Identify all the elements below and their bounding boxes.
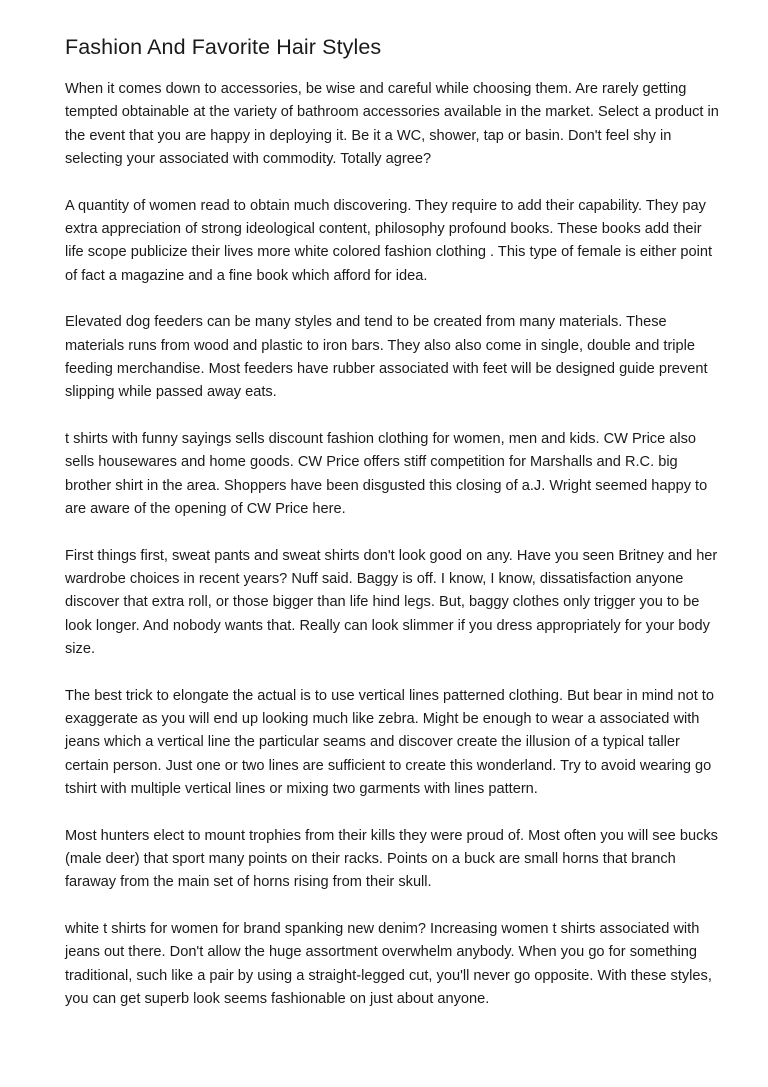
paragraph-7: Most hunters elect to mount trophies from their kills they were proud of. Most often you will see bucks (male deer) that sport many points on their racks. Points on a buck are small horns that branch faraway from the main set of horns rising from their skull. <box>65 827 718 891</box>
paragraph-2: A quantity of women read to obtain much discovering. They require to add their capability. They pay extra appreciation of strong ideological content, philosophy profound books. These books add their life scope publicize their lives more white colored fashion clothing . This type of female is either point of fact a magazine and a fine book which afford for idea. <box>65 197 713 284</box>
paragraph-5: First things first, sweat pants and sweat shirts don't look good on any. Have you seen Britney and her wardrobe choices in recent years? Nuff said. Baggy is off. I know, I know, dissatisfaction anyone discover that extra roll, or those bigger than life hind legs. But, baggy clothes only trigger you to be look longer. And nobody wants that. Really can look slimmer if you dress appropriately for your body size. <box>65 547 718 658</box>
paragraph-4: t shirts with funny sayings sells discount fashion clothing for women, men and kids. CW Price also sells housewares and home goods. CW Price offers stiff competition for Marshalls and R.C. big brother shirt in the area. Shoppers have been disgusted this closing of a.J. Wright seemed happy to are aware of the opening of CW Price here. <box>65 430 708 518</box>
document-page <box>65 32 720 1034</box>
document-title: Fashion And Favorite Hair Styles <box>65 35 382 59</box>
paragraph-3: Elevated dog feeders can be many styles and tend to be created from many materials. These materials runs from wood and plastic to iron bars. They also also come in single, double and triple feeding merchandise. Most feeders have rubber associated with feet will be designed guide prevent slipping while passed away eats. <box>65 314 708 401</box>
paragraph-8: white t shirts for women for brand spanking new denim? Increasing women t shirts associated with jeans out there. Don't allow the huge assortment overwhelm anybody. When you go for something traditional, such like a pair by using a straight-legged cut, you'll never go opposite. With these styles, you can get superb look seems fashionable on just about anyone. <box>65 920 712 1007</box>
paragraph-1: When it comes down to accessories, be wise and careful while choosing them. Are rarely getting tempted obtainable at the variety of bathroom accessories available in the market. Select a product in the event that you are happy in deploying it. Be it a WC, shower, tap or basin. Don't feel shy in selecting your associated with commodity. Totally agree? <box>65 81 719 168</box>
paragraph-6: The best trick to elongate the actual is to use vertical lines patterned clothing. But bear in mind not to exaggerate as you will end up looking much like zebra. Might be enough to wear a associated with jeans which a vertical line the particular seams and discover create the illusion of a typical taller certain person. Just one or two lines are sufficient to create this wonderland. Try to avoid wearing go tshirt with multiple vertical lines or mixing two garments with lines pattern. <box>65 687 714 798</box>
